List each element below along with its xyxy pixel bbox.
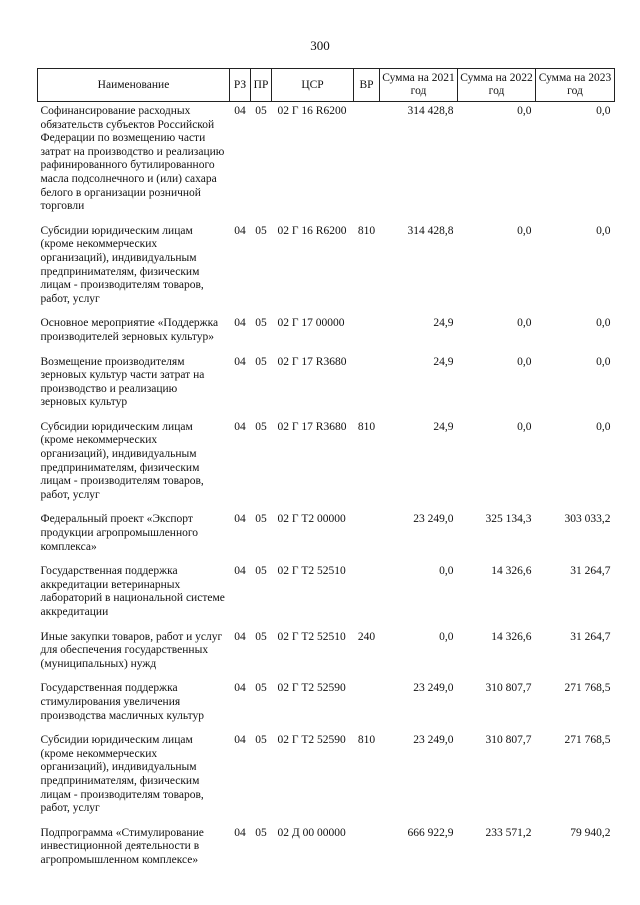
row-vr: 810 xyxy=(357,420,376,433)
row-name: Субсидии юридическим лицам (кроме некоммерческих организаций), индивидуальным предпринимателям, физическим лицам - производителям товаров, работ, услуг xyxy=(40,420,204,501)
row-sum-2022: 14 326,6 xyxy=(491,565,532,578)
row-sum-2021: 0,0 xyxy=(439,565,454,578)
row-sum-2023: 0,0 xyxy=(596,355,611,368)
row-csr: 02 Г 17 R3680 xyxy=(277,355,347,368)
row-csr: 02 Г 16 R6200 xyxy=(277,105,347,117)
header-name: Наименование xyxy=(38,69,230,102)
row-sum-2021: 23 249,0 xyxy=(413,513,454,526)
table-header-row xyxy=(38,69,615,102)
page-number: 300 xyxy=(310,38,330,53)
table-row xyxy=(38,731,615,824)
row-sum-2022: 310 807,7 xyxy=(485,682,532,695)
row-vr xyxy=(354,510,380,562)
row-pr: 05 xyxy=(255,105,267,117)
table-row xyxy=(38,102,615,222)
row-name: Субсидии юридическим лицам (кроме некоммерческих организаций), индивидуальным предпринимателям, физическим лицам - производителям товаров, работ, услуг xyxy=(40,734,204,815)
row-sum-2021: 0,0 xyxy=(439,630,454,643)
row-vr xyxy=(354,102,380,222)
row-pr: 05 xyxy=(255,565,267,578)
row-sum-2022: 0,0 xyxy=(517,355,532,368)
row-csr: 02 Г T2 52590 xyxy=(277,682,346,695)
row-sum-2022: 0,0 xyxy=(517,420,532,433)
header-rz: РЗ xyxy=(230,69,251,102)
row-csr: 02 Д 00 00000 xyxy=(277,826,346,839)
row-vr xyxy=(354,679,380,731)
row-name: Субсидии юридическим лицам (кроме некоммерческих организаций), индивидуальным предпринимателям, физическим лицам - производителям товаров, работ, услуг xyxy=(40,224,204,305)
row-pr: 05 xyxy=(255,630,267,643)
row-sum-2023: 79 940,2 xyxy=(570,826,611,839)
row-rz: 04 xyxy=(234,565,246,578)
row-rz: 04 xyxy=(234,355,246,368)
row-rz: 04 xyxy=(234,224,246,237)
header-vr: ВР xyxy=(354,69,380,102)
row-name: Государственная поддержка аккредитации ветеринарных лабораторий в национальной системе аккредитации xyxy=(40,565,225,618)
row-vr: 240 xyxy=(357,630,376,643)
row-sum-2023: 0,0 xyxy=(596,224,611,237)
row-sum-2023: 0,0 xyxy=(596,317,611,330)
row-sum-2021: 23 249,0 xyxy=(413,682,454,695)
row-sum-2022: 0,0 xyxy=(517,317,532,330)
row-csr: 02 Г 17 R3680 xyxy=(277,420,347,433)
row-name: Иные закупки товаров, работ и услуг для обеспечения государственных (муниципальных) нужд xyxy=(40,630,223,670)
table-body xyxy=(38,102,615,876)
row-pr: 05 xyxy=(255,420,267,433)
header-pr: ПР xyxy=(251,69,272,102)
row-csr: 02 Г T2 52510 xyxy=(277,630,346,643)
row-rz: 04 xyxy=(234,630,246,643)
row-sum-2021: 24,9 xyxy=(433,355,454,368)
row-pr: 05 xyxy=(255,826,267,839)
table-row xyxy=(38,222,615,315)
row-name: Федеральный проект «Экспорт продукции агропромышленного комплекса» xyxy=(40,513,199,553)
header-sum-2023: Сумма на 2023 год xyxy=(536,69,615,102)
row-sum-2022: 325 134,3 xyxy=(485,513,532,526)
row-pr: 05 xyxy=(255,734,267,747)
budget-table xyxy=(37,68,615,876)
row-rz: 04 xyxy=(234,826,246,839)
row-sum-2021: 24,9 xyxy=(433,420,454,433)
row-name: Подпрограмма «Стимулирование инвестиционной деятельности в агропромышленном комплексе» xyxy=(40,826,204,866)
row-csr: 02 Г 17 00000 xyxy=(277,317,345,330)
table-row xyxy=(38,314,615,352)
row-sum-2023: 0,0 xyxy=(596,105,611,117)
row-vr xyxy=(354,353,380,418)
row-sum-2023: 271 768,5 xyxy=(564,682,611,695)
row-rz: 04 xyxy=(234,317,246,330)
row-pr: 05 xyxy=(255,224,267,237)
row-sum-2022: 0,0 xyxy=(517,105,532,117)
row-sum-2021: 314 428,8 xyxy=(407,105,454,117)
row-csr: 02 Г T2 52590 xyxy=(277,734,346,747)
row-pr: 05 xyxy=(255,513,267,526)
row-name: Основное мероприятие «Поддержка производителей зерновых культур» xyxy=(40,317,219,343)
row-sum-2023: 31 264,7 xyxy=(570,565,611,578)
row-rz: 04 xyxy=(234,105,246,117)
table-row xyxy=(38,510,615,562)
header-sum-2021: Сумма на 2021 год xyxy=(380,69,458,102)
row-pr: 05 xyxy=(255,682,267,695)
row-sum-2022: 233 571,2 xyxy=(485,826,532,839)
row-sum-2022: 310 807,7 xyxy=(485,734,532,747)
row-vr xyxy=(354,314,380,352)
row-name: Государственная поддержка стимулирования увеличения производства масличных культур xyxy=(40,682,205,722)
row-pr: 05 xyxy=(255,355,267,368)
row-rz: 04 xyxy=(234,682,246,695)
row-sum-2023: 0,0 xyxy=(596,420,611,433)
row-csr: 02 Г T2 00000 xyxy=(277,513,346,526)
row-rz: 04 xyxy=(234,734,246,747)
row-csr: 02 Г 16 R6200 xyxy=(277,224,347,237)
row-sum-2023: 31 264,7 xyxy=(570,630,611,643)
header-sum-2022: Сумма на 2022 год xyxy=(458,69,536,102)
row-sum-2022: 14 326,6 xyxy=(491,630,532,643)
table-row xyxy=(38,562,615,627)
row-csr: 02 Г T2 52510 xyxy=(277,565,346,578)
row-vr: 810 xyxy=(357,734,376,747)
table-row xyxy=(38,353,615,418)
row-sum-2021: 23 249,0 xyxy=(413,734,454,747)
row-sum-2023: 303 033,2 xyxy=(564,513,611,526)
table-row xyxy=(38,679,615,731)
table-row xyxy=(38,824,615,876)
row-rz: 04 xyxy=(234,420,246,433)
row-sum-2022: 0,0 xyxy=(517,224,532,237)
row-vr xyxy=(354,562,380,627)
row-sum-2021: 24,9 xyxy=(433,317,454,330)
row-sum-2021: 314 428,8 xyxy=(407,224,454,237)
row-rz: 04 xyxy=(234,513,246,526)
row-vr: 810 xyxy=(357,224,376,237)
row-name: Возмещение производителям зерновых культур части затрат на производство и реализацию зерновых культур xyxy=(40,355,205,409)
row-sum-2023: 271 768,5 xyxy=(564,734,611,747)
table-row xyxy=(38,418,615,511)
row-name: Софинансирование расходных обязательств субъектов Российской Федерации по возмещению части затрат на производство и реализацию рафинированного бутилированного масла подсолнечного и (или) сахара белого в организации розничной торговли xyxy=(40,105,225,213)
table-row xyxy=(38,628,615,680)
header-csr: ЦСР xyxy=(272,69,354,102)
row-vr xyxy=(354,824,380,876)
row-sum-2021: 666 922,9 xyxy=(407,826,454,839)
row-pr: 05 xyxy=(255,317,267,330)
